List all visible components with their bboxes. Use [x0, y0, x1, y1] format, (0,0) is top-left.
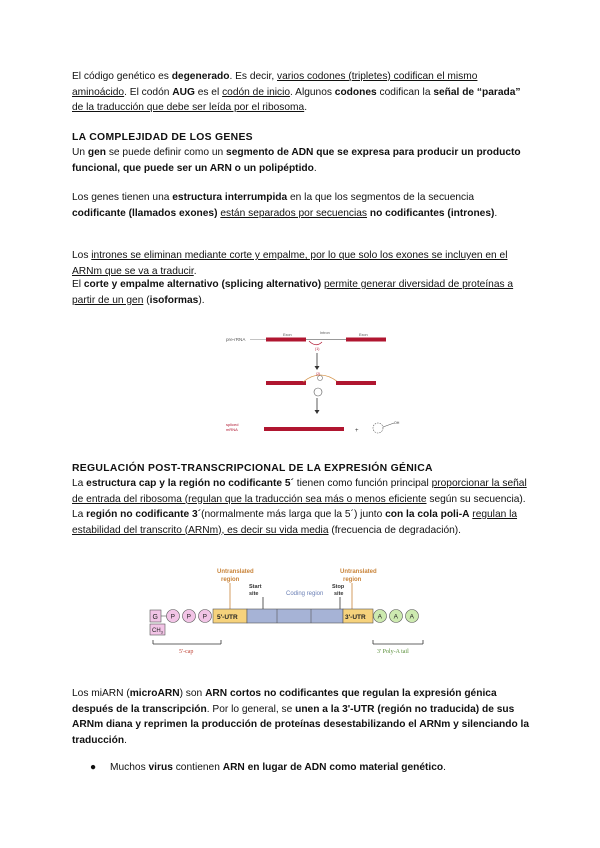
branch-point	[318, 376, 323, 381]
poly-a-2-label: A	[393, 613, 398, 621]
label-stop-2: site	[334, 591, 344, 597]
label-mrna: mRNA	[226, 427, 238, 432]
label-stop-1: Stop	[332, 584, 345, 590]
label-intron: Intron	[320, 331, 330, 335]
mrna-structure-diagram	[147, 563, 431, 661]
label-coding-region: Coding region	[286, 591, 324, 597]
bullet-viruses: Muchos virus contienen ARN en lugar de ADN como material genético.	[110, 762, 446, 773]
label-spliced: spliced	[226, 422, 239, 427]
label-step-2: (2)	[316, 372, 321, 376]
paragraph-mirna: Los miARN (microARN) son ARN cortos no codificantes que regulan la expresión génica después de la transcripción. Por lo general, se unen a la 3'-UTR (región no traducida) de sus ARNm diana y reprimen la producción de proteínas desestabilizando el ARNm y silenciando la traducción.	[72, 688, 530, 746]
phosphate-1-label: P	[170, 613, 175, 621]
label-utr-left-2: region	[221, 577, 240, 583]
label-start-1: Start	[249, 584, 262, 590]
lariat-loop	[314, 388, 322, 396]
label-start-2: site	[249, 591, 259, 597]
step1-arc	[309, 341, 322, 345]
arrow-1-head	[315, 366, 320, 370]
poly-a-3-label: A	[409, 613, 414, 621]
paragraph-cap-and-utr: La estructura cap y la región no codificante 5´ tienen como función principal proporcionar la señal de entrada del ribosoma (regulan que la traducción sea más o menos eficiente según su secuencia). La región no codificante 3´(normalmente más larga que la 5´) junto con la cola poli-A regulan la estabilidad del transcrito (ARNm), es decir su vida media (frecuencia de degradación).	[72, 478, 527, 536]
paragraph-gene-definition: Un gen se puede definir como un segmento de ADN que se expresa para producir un producto funcional, que puede ser un ARN o un polipéptido.	[72, 147, 521, 174]
label-step-1: (1)	[315, 347, 320, 351]
utr5-label: 5'-UTR	[217, 614, 238, 621]
label-exon-2: Exon	[359, 333, 368, 337]
poly-a-1-label: A	[377, 613, 382, 621]
label-exon-1: Exon	[283, 333, 292, 337]
cap-ch3-label: $CH_3$	[152, 628, 163, 635]
phosphate-2-label: P	[186, 613, 191, 621]
label-pre-rrna: pre-rRNA	[226, 337, 246, 342]
label-utr-right-2: region	[343, 577, 362, 583]
arrow-2-head	[315, 410, 320, 414]
exon-2-bar-step2	[336, 381, 376, 385]
cap-g-label: G	[152, 614, 158, 621]
lariat-tail	[383, 423, 394, 427]
utr3-label: 3'-UTR	[345, 614, 366, 621]
splicing-diagram	[218, 328, 408, 440]
label-poly-a-tail: 3' Poly-A tail	[377, 649, 409, 655]
exon-2-bar	[346, 338, 386, 342]
coding-region-box	[247, 609, 343, 623]
paragraph-genetic-code: El código genético es degenerado. Es decir, varios codones (tripletes) codifican el mismo aminoácido. El codón AUG es el codón de inicio. Algunos codones codifican la señal de “parada” de la traducción que debe ser leída por el ribosoma.	[72, 71, 521, 113]
excised-lariat	[373, 423, 383, 433]
paragraph-interrupted-structure: Los genes tienen una estructura interrumpida en la que los segmentos de la secuencia codificante (llamados exones) están separados por secuencias no codificantes (intrones).	[72, 192, 498, 219]
heading-post-transcriptional: REGULACIÓN POST-TRANSCRIPCIONAL DE LA EXPRESIÓN GÉNICA	[72, 463, 433, 474]
paragraph-alternative-splicing: El corte y empalme alternativo (splicing alternativo) permite generar diversidad de proteínas a partir de un gen (isoformas).	[72, 279, 514, 306]
heading-gene-complexity: LA COMPLEJIDAD DE LOS GENES	[72, 132, 253, 143]
bullet-marker: ●	[90, 762, 97, 773]
label-utr-right-1: Untranslated	[340, 569, 377, 575]
label-utr-left-1: Untranslated	[217, 569, 254, 575]
phosphate-3-label: P	[202, 613, 207, 621]
exon-1-bar	[266, 338, 306, 342]
label-5-cap: 5'-cap	[179, 649, 194, 655]
paragraph-introns-removed: Los intrones se eliminan mediante corte y empalme, por lo que solo los exones se incluyen en el ARNm que se va a traducir.	[72, 250, 508, 277]
spliced-mrna-bar	[264, 427, 344, 431]
label-oh: OH	[394, 421, 400, 425]
exon-1-bar-step2	[266, 381, 306, 385]
plus-sign: +	[355, 428, 359, 434]
lariat-arc	[303, 375, 338, 382]
